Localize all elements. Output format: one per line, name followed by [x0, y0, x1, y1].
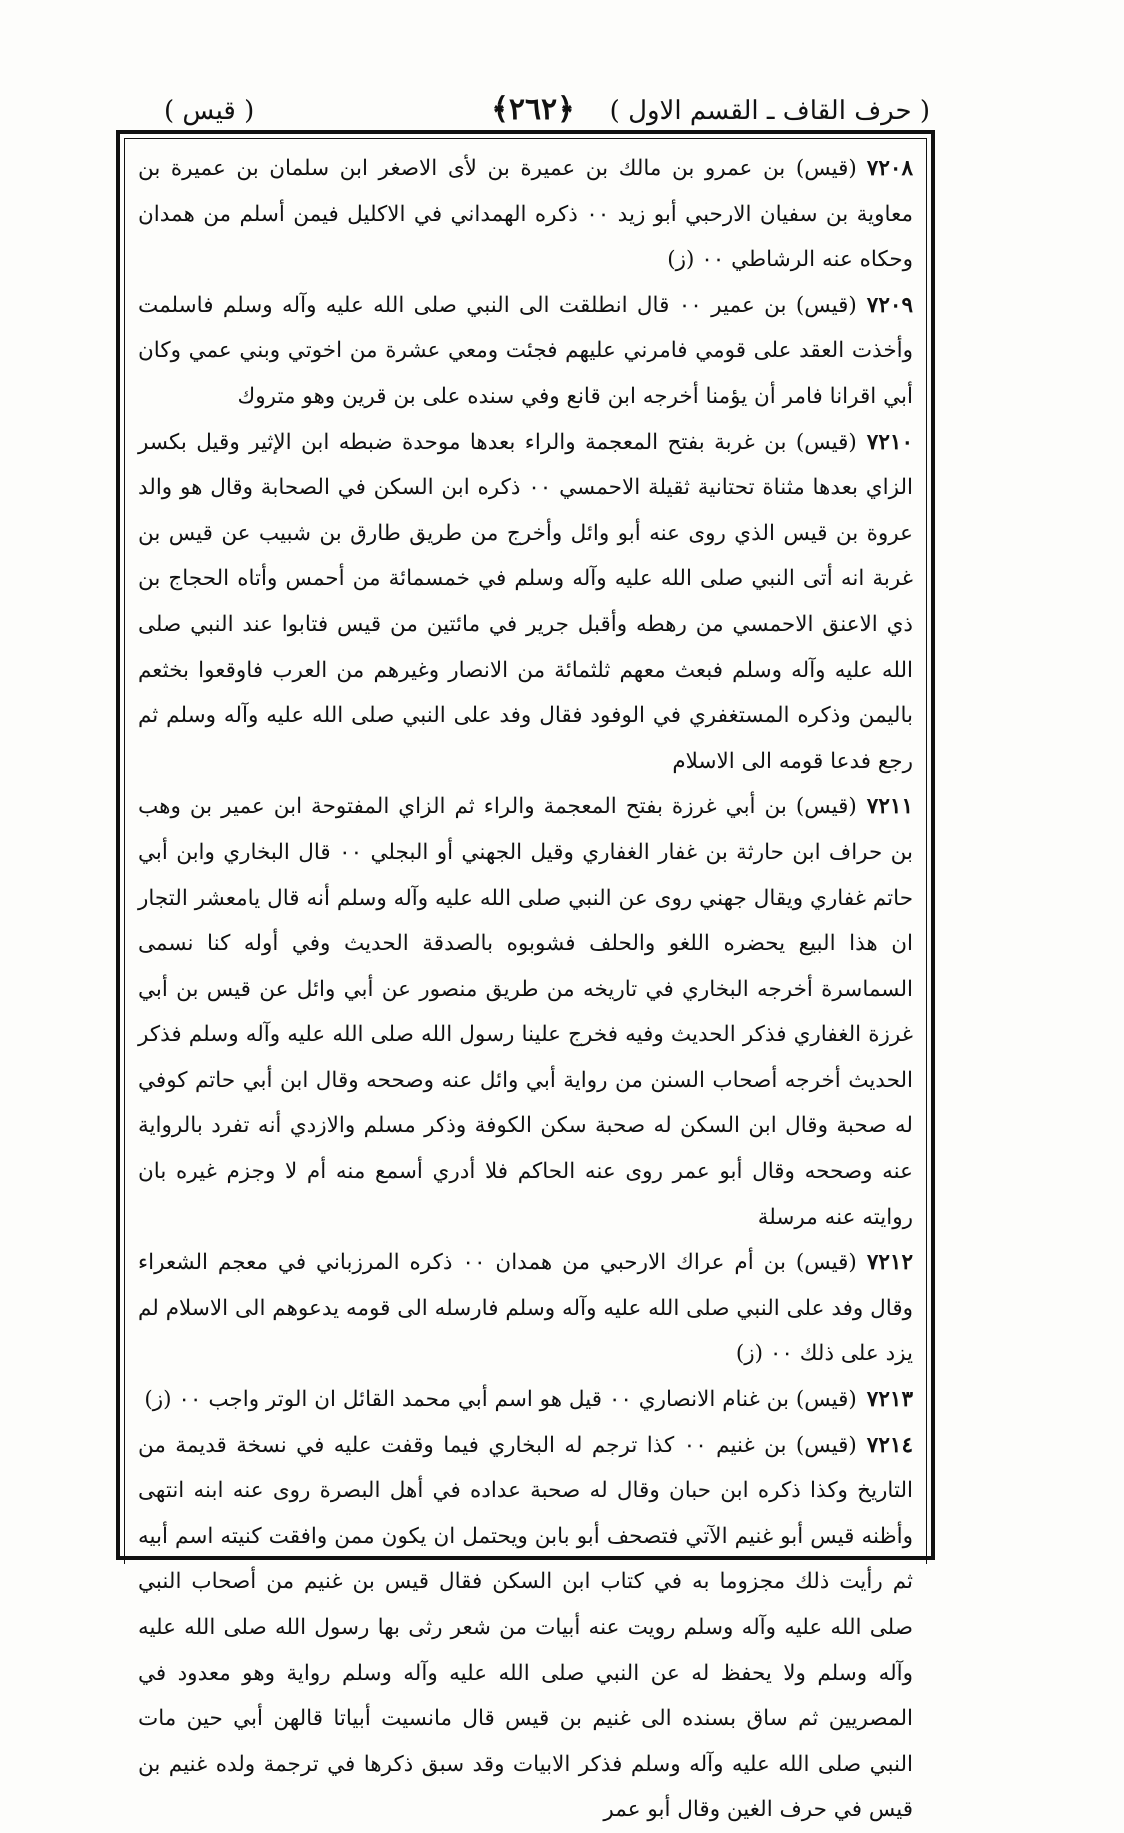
- entry-number: ٧٢٠٩: [866, 292, 913, 318]
- entry-text: (قيس) بن غنام الانصاري ٠٠ قيل هو اسم أبي محمد القائل ان الوتر واجب ٠٠ (ز): [144, 1387, 857, 1413]
- entry-text: (قيس) بن أبي غرزة بفتح المعجمة والراء ثم الزاي المفتوحة ابن عمير بن وهب بن حراف ابن حارثة بن غفار الغفاري وقيل الجهني أو البجلي ٠٠ قال البخاري وابن أبي حاتم غفاري ويقال جهني روى عن النبي صلى الله عليه وآله وسلم أنه قال يامعشر التجار ان هذا البيع يحضره اللغو والحلف فشوبوه بالصدقة الحديث وفي أوله كنا نسمى السماسرة أخرجه البخاري في تاريخه من طريق منصور عن أبي وائل عن قيس بن أبي غرزة الغفاري فذكر الحديث وفيه فخرج علينا رسول الله صلى الله عليه وآله وسلم فذكر الحديث أخرجه أصحاب السنن من رواية أبي وائل عنه وصححه وقال ابن أبي حاتم كوفي له صحبة وقال ابن السكن له صحبة سكن الكوفة وذكر مسلم والازدي أنه تفرد بالرواية عنه وصححه وقال أبو عمر روى عنه الحاكم فلا أدري أسمع منه أم لا وجزم غيره بان روايته عنه مرسلة: [138, 794, 914, 1230]
- header-section-title: ( حرف القاف ـ القسم الاول ): [609, 96, 930, 126]
- entry-text: (قيس) بن غنيم ٠٠ كذا ترجم له البخاري فيما وقفت عليه في نسخة قديمة من التاريخ وكذا ذكره ابن حبان وقال له صحبة عداده في أهل البصرة روى عنه ابنه انتهى وأظنه قيس أبو غنيم الآتي فتصحف أبو بابن ويحتمل ان يكون ممن وافقت كنيته اسم أبيه ثم رأيت ذلك مجزوما به في كتاب ابن السكن فقال قيس بن غنيم من أصحاب النبي صلى الله عليه وآله وسلم رويت عنه أبيات من شعر رثى بها رسول الله صلى الله عليه وآله وسلم ولا يحفظ له عن النبي صلى الله عليه وآله وسلم رواية وهو معدود في المصريين ثم ساق بسنده الى غنيم بن قيس قال مانسيت أبياتا قالهن أبي حين مات النبي صلى الله عليه وآله وسلم فذكر الابيات وقد سبق ذكرها في ترجمة ولده غنيم بن قيس في حرف الغين وقال أبو عمر: [138, 1432, 913, 1823]
- entry-text: (قيس) بن عمير ٠٠ قال انطلقت الى النبي صلى الله عليه وآله وسلم فاسلمت وأخذت العقد على قومي فامرني عليهم فجئت ومعي عشرة من اخوتي وبني عمي وكان أبي اقرانا فامر أن يؤمنا أخرجه ابن قانع وفي سنده على بن قرين وهو متروك: [138, 292, 913, 409]
- entry: [138, 420, 913, 785]
- entry-number: ٧٢١٣: [866, 1387, 913, 1413]
- entry-text: (قيس) بن أم عراك الارحبي من همدان ٠٠ ذكره المرزباني في معجم الشعراء وقال وفد على النبي صلى الله عليه وآله وسلم فارسله الى قومه يدعوهم الى الاسلام لم يزد على ذلك ٠٠ (ز): [138, 1250, 913, 1367]
- header-entry-name: ( قيس ): [164, 96, 255, 126]
- entry-number: ٧٢١٤: [866, 1432, 913, 1458]
- entry-text: (قيس) بن غربة بفتح المعجمة والراء بعدها موحدة ضبطه ابن الإثير وقيل بكسر الزاي بعدها مثناة تحتانية ثقيلة الاحمسي ٠٠ ذكره ابن السكن في الصحابة وقال هو والد عروة بن قيس الذي روى عنه أبو وائل وأخرج من طريق طارق بن شبيب عن قيس بن غربة انه أتى النبي صلى الله عليه وآله وسلم في خمسمائة من أحمس وأتاه الحجاج بن ذي الاعنق الاحمسي من رهطه وأقبل جرير في مائتين من قيس فتابوا عند النبي صلى الله عليه وآله وسلم فبعث معهم ثلثمائة من الانصار وغيرهم من العرب فاوقعوا بخثعم باليمن وذكره المستغفري في الوفود فقال وفد على النبي صلى الله عليه وآله وسلم ثم رجع فدعا قومه الى الاسلام: [138, 429, 914, 774]
- entry-text: (قيس) بن عمرو بن مالك بن عميرة بن لأى الاصغر ابن سلمان بن عميرة بن معاوية بن سفيان الارحبي أبو زيد ٠٠ ذكره الهمداني في الاكليل فيمن أسلم من همدان وحكاه عنه الرشاطي ٠٠ (ز): [138, 156, 913, 273]
- page-number: ﴿٢٦٢﴾: [491, 92, 575, 127]
- entry-number: ٧٢١٠: [866, 429, 913, 455]
- entry: [138, 146, 913, 283]
- entry: [138, 784, 913, 1240]
- entry-number: ٧٢١٢: [866, 1250, 914, 1276]
- page-body: [138, 146, 914, 1823]
- entry: [138, 1377, 913, 1423]
- entry: [138, 283, 913, 420]
- entry-number: ٧٢١١: [866, 794, 913, 820]
- entry: [138, 1423, 913, 1833]
- entry-number: ٧٢٠٨: [866, 156, 913, 181]
- entry: [138, 1240, 913, 1377]
